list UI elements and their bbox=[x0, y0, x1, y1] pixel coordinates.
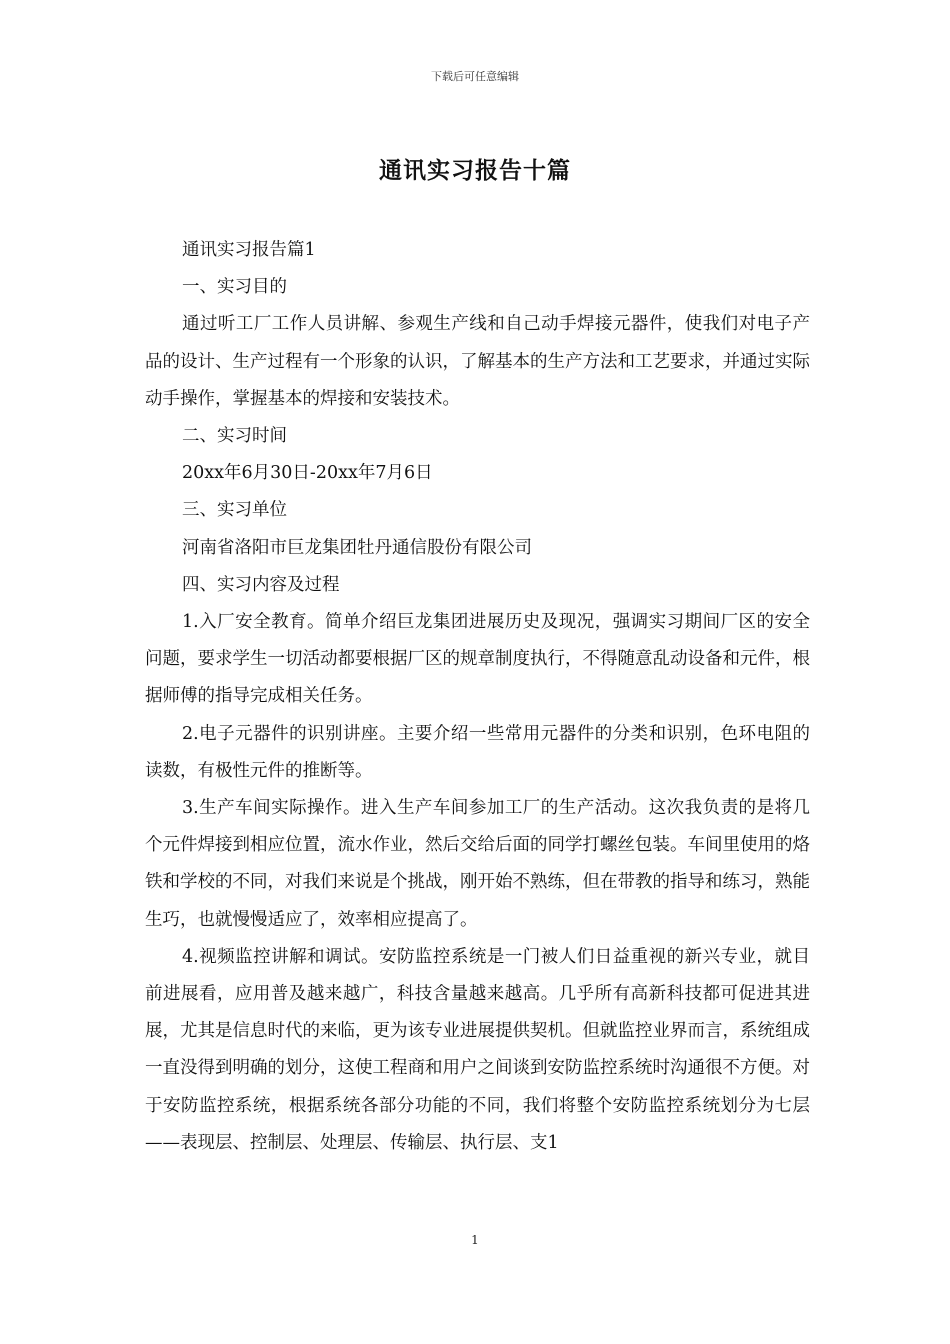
page-number: 1 bbox=[471, 1233, 479, 1247]
section-heading-content: 四、实习内容及过程 bbox=[182, 574, 340, 595]
paragraph-item-2: 2.电子元器件的识别讲座。主要介绍一些常用元器件的分类和识别，色环电阻的读数，有极性元件的推断等。 bbox=[145, 723, 810, 781]
paragraph-purpose: 通过听工厂工作人员讲解、参观生产线和自己动手焊接元器件，使我们对电子产品的设计、生产过程有一个形象的认识，了解基本的生产方法和工艺要求，并通过实际动手操作，掌握基本的焊接和安装技术。 bbox=[145, 314, 810, 409]
paragraph-item-1: 1.入厂安全教育。简单介绍巨龙集团进展历史及现况，强调实习期间厂区的安全问题，要求学生一切活动都要根据厂区的规章制度执行，不得随意乱动设备和元件，根据师傅的指导完成相关任务。 bbox=[145, 612, 810, 707]
paragraph-unit: 河南省洛阳市巨龙集团牡丹通信股份有限公司 bbox=[182, 537, 532, 558]
section-heading-report-1: 通讯实习报告篇1 bbox=[182, 240, 316, 260]
document-body bbox=[145, 232, 810, 1162]
paragraph-item-4: 4.视频监控讲解和调试。安防监控系统是一门被人们日益重视的新兴专业，就目前进展看，应用普及越来越广，科技含量越来越高。几乎所有高新科技都可促进其进展，尤其是信息时代的来临，更为该专业进展提供契机。但就监控业界而言，系统组成一直没得到明确的划分，这使工程商和用户之间谈到安防监控系统时沟通很不方便。对于安防监控系统，根据系统各部分功能的不同，我们将整个安防监控系统划分为七层——表现层、控制层、处理层、传输层、执行层、支1 bbox=[145, 946, 810, 1153]
section-heading-purpose: 一、实习目的 bbox=[182, 277, 287, 298]
section-heading-time: 二、实习时间 bbox=[182, 426, 287, 447]
header-note: 下载后可任意编辑 bbox=[431, 70, 519, 83]
paragraph-time: 20xx年6月30日-20xx年7月6日 bbox=[182, 463, 433, 484]
section-heading-unit: 三、实习单位 bbox=[182, 500, 287, 521]
paragraph-item-3: 3.生产车间实际操作。进入生产车间参加工厂的生产活动。这次我负责的是将几个元件焊接到相应位置，流水作业，然后交给后面的同学打螺丝包装。车间里使用的烙铁和学校的不同，对我们来说是个挑战，刚开始不熟练，但在带教的指导和练习，熟能生巧，也就慢慢适应了，效率相应提高了。 bbox=[145, 798, 810, 930]
document-title: 通讯实习报告十篇 bbox=[379, 157, 571, 184]
